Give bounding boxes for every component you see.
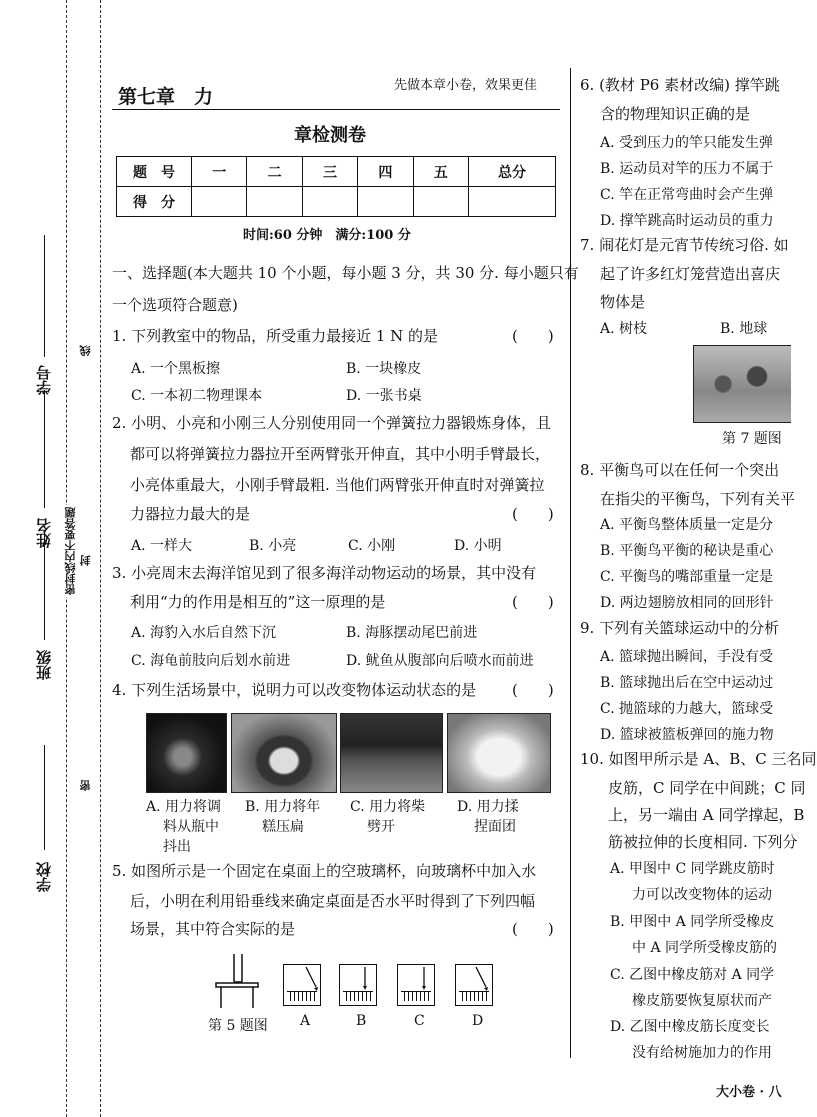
q8-option-c[interactable]: C. 平衡鸟的嘴部重量一定是 — [600, 569, 774, 585]
q10-stem-1: 10. 如图甲所示是 A、B、C 三名同 — [580, 750, 817, 768]
q5-label-d: D — [472, 1013, 484, 1029]
q10-option-c[interactable]: C. 乙图中橡皮筋对 A 同学 — [610, 967, 775, 983]
q6-stem-2: 含的物理知识正确的是 — [600, 105, 751, 123]
q8-stem-1: 8. 平衡鸟可以在任何一个突出 — [580, 461, 780, 479]
column-divider — [570, 68, 571, 1058]
q4-option-b-line2: 糕压扁 — [262, 819, 304, 835]
q5-beaker-c[interactable] — [397, 964, 435, 1006]
student-number-label: 学号 — [35, 365, 53, 395]
q5-answer-paren[interactable]: ( ) — [512, 920, 554, 938]
score-input-cell[interactable] — [247, 187, 302, 217]
q9-option-a[interactable]: A. 篮球抛出瞬间，手没有受 — [600, 649, 774, 665]
q5-stem-1: 5. 如图所示是一个固定在桌面上的空玻璃杯，向玻璃杯中加入水 — [112, 862, 537, 880]
study-tip: 先做本章小卷，效果更佳 — [394, 78, 538, 93]
q9-option-c[interactable]: C. 抛篮球的力越大，篮球受 — [600, 701, 774, 717]
q2-stem-4: 力器拉力最大的是 — [130, 505, 251, 523]
q4-photo-d — [447, 713, 551, 793]
q3-option-a[interactable]: A. 海豹入水后自然下沉 — [131, 625, 277, 641]
score-cell: 二 — [247, 157, 302, 187]
score-input-cell[interactable] — [358, 187, 413, 217]
section1-heading: 一、选择题(本大题共 10 个小题，每小题 3 分，共 30 分. 每小题只有 — [112, 264, 579, 282]
q8-option-a[interactable]: A. 平衡鸟整体质量一定是分 — [600, 517, 774, 533]
q5-beaker-b[interactable] — [339, 964, 377, 1006]
q2-option-d[interactable]: D. 小明 — [454, 538, 502, 554]
score-table-score-row — [117, 187, 556, 217]
score-input-cell[interactable] — [302, 187, 357, 217]
score-table-header-row — [117, 157, 556, 187]
school-blank[interactable] — [44, 745, 45, 850]
q3-stem-1: 3. 小亮周末去海洋馆见到了很多海洋动物运动的场景，其中没有 — [112, 564, 537, 582]
q1-option-a[interactable]: A. 一个黑板擦 — [131, 361, 221, 377]
page-footer: 大小卷 · 八 — [716, 1085, 782, 1100]
q9-option-d[interactable]: D. 篮球被篮板弹回的施力物 — [600, 727, 774, 743]
q8-stem-2: 在指尖的平衡鸟，下列有关平 — [600, 490, 796, 508]
q3-answer-paren[interactable]: ( ) — [512, 593, 554, 611]
q5-table-figure — [212, 952, 262, 1012]
header-rule — [112, 109, 560, 110]
q4-answer-paren[interactable]: ( ) — [512, 681, 554, 699]
q4-option-a-line1[interactable]: A. 用力将调 — [146, 799, 222, 815]
q10-option-c-cont: 橡皮筋要恢复原状而产 — [632, 993, 772, 1009]
q5-beaker-a[interactable] — [283, 964, 321, 1006]
section1-heading-cont: 一个选项符合题意) — [112, 296, 238, 314]
seal-line-right — [100, 0, 101, 1117]
q6-stem-1: 6. (教材 P6 素材改编) 撑竿跳 — [580, 76, 780, 94]
seal-note: 密封线内不要答题 — [64, 507, 77, 595]
chapter-title: 第七章 力 — [118, 86, 214, 108]
q5-label-a: A — [300, 1013, 311, 1029]
q8-option-d[interactable]: D. 两边翅膀放相同的回形针 — [600, 595, 774, 611]
q4-option-c-line2: 劈开 — [367, 819, 395, 835]
time-info: 时间:60 分钟 满分:100 分 — [243, 228, 411, 243]
q6-option-d[interactable]: D. 撑竿跳高时运动员的重力 — [600, 213, 774, 229]
q1-option-b[interactable]: B. 一块橡皮 — [346, 361, 422, 377]
q4-option-d-line1[interactable]: D. 用力揉 — [457, 799, 519, 815]
q4-photo-c — [340, 713, 443, 793]
q10-option-a[interactable]: A. 甲图中 C 同学跳皮筋时 — [610, 861, 775, 877]
plumb-line-vertical — [340, 965, 376, 1005]
q6-option-b[interactable]: B. 运动员对竿的压力不属于 — [600, 161, 774, 177]
q2-stem-2: 都可以将弹簧拉力器拉开至两臂张开伸直，其中小明手臂最长， — [130, 445, 551, 463]
score-cell: 得 分 — [117, 187, 192, 217]
q10-stem-3: 上，另一端由 A 同学撑起，B — [608, 806, 805, 824]
q4-option-a-line2: 料从瓶中 — [163, 819, 219, 835]
q4-option-b-line1[interactable]: B. 用力将年 — [245, 799, 321, 815]
class-label: 班级 — [35, 650, 53, 680]
q10-stem-2: 皮筋，C 同学在中间跳；C 同 — [608, 779, 806, 797]
q10-stem-4: 筋被拉伸的长度相同. 下列分 — [608, 833, 798, 851]
q1-option-d[interactable]: D. 一张书桌 — [346, 388, 422, 404]
q7-figure-caption: 第 7 题图 — [722, 431, 782, 447]
score-input-cell[interactable] — [413, 187, 468, 217]
score-input-cell[interactable] — [469, 187, 556, 217]
score-cell: 五 — [413, 157, 468, 187]
q7-lantern-photo — [693, 345, 791, 423]
q6-option-a[interactable]: A. 受到压力的竿只能发生弹 — [600, 135, 774, 151]
page-title: 章检测卷 — [294, 125, 366, 146]
q3-option-c[interactable]: C. 海龟前肢向后划水前进 — [131, 653, 291, 669]
seal-feng: 封 — [79, 555, 92, 566]
q2-stem-3: 小亮体重最大，小刚手臂最粗. 当他们两臂张开伸直时对弹簧拉 — [130, 476, 545, 494]
q3-stem-2: 利用“力的作用是相互的”这一原理的是 — [130, 593, 386, 611]
q2-option-a[interactable]: A. 一样大 — [131, 538, 193, 554]
plumb-line-slanted — [284, 965, 320, 1005]
score-input-cell[interactable] — [192, 187, 247, 217]
q5-figure-caption: 第 5 题图 — [208, 1018, 268, 1034]
q7-stem-3: 物体是 — [600, 293, 646, 311]
plumb-line-vertical — [398, 965, 434, 1005]
q2-option-b[interactable]: B. 小亮 — [249, 538, 297, 554]
q5-stem-3: 场景，其中符合实际的是 — [130, 920, 296, 938]
score-cell: 四 — [358, 157, 413, 187]
q2-option-c[interactable]: C. 小刚 — [348, 538, 396, 554]
plumb-line-slanted — [456, 965, 492, 1005]
q7-option-b[interactable]: B. 地球 — [720, 321, 768, 337]
school-label: 学校 — [35, 862, 53, 892]
q3-option-d[interactable]: D. 鱿鱼从腹部向后喷水而前进 — [346, 653, 534, 669]
score-cell: 题 号 — [117, 157, 192, 187]
name-blank[interactable] — [44, 390, 45, 508]
q1-answer-paren[interactable]: ( ) — [512, 327, 554, 345]
q4-option-d-line2: 捏面团 — [474, 819, 516, 835]
seal-mi: 密 — [79, 780, 92, 791]
q10-option-b[interactable]: B. 甲图中 A 同学所受橡皮 — [610, 914, 775, 930]
score-cell: 总分 — [469, 157, 556, 187]
q2-stem-1: 2. 小明、小亮和小刚三人分别使用同一个弹簧拉力器锻炼身体，且 — [112, 414, 552, 432]
q5-stem-2: 后，小明在利用铅垂线来确定桌面是否水平时得到了下列四幅 — [130, 892, 536, 910]
q10-option-a-cont: 力可以改变物体的运动 — [632, 887, 772, 903]
q10-option-d-cont: 没有给树施加力的作用 — [632, 1045, 772, 1061]
q2-answer-paren[interactable]: ( ) — [512, 505, 554, 523]
class-blank[interactable] — [44, 532, 45, 640]
q9-stem: 9. 下列有关篮球运动中的分析 — [580, 619, 780, 637]
seal-xian: 线 — [79, 345, 92, 356]
q1-stem: 1. 下列教室中的物品，所受重力最接近 1 N 的是 — [112, 327, 439, 345]
student-number-blank[interactable] — [44, 235, 45, 357]
q3-option-b[interactable]: B. 海豚摆动尾巴前进 — [346, 625, 478, 641]
q5-label-b: B — [356, 1013, 367, 1029]
q8-option-b[interactable]: B. 平衡鸟平衡的秘诀是重心 — [600, 543, 774, 559]
q5-label-c: C — [414, 1013, 425, 1029]
q7-stem-2: 起了许多红灯笼营造出喜庆 — [600, 265, 781, 283]
name-label: 姓名 — [35, 518, 53, 548]
q9-option-b[interactable]: B. 篮球抛出后在空中运动过 — [600, 675, 774, 691]
q4-photo-a — [146, 713, 227, 793]
q7-stem-1: 7. 闹花灯是元宵节传统习俗. 如 — [580, 236, 789, 254]
q4-stem: 4. 下列生活场景中，说明力可以改变物体运动状态的是 — [112, 681, 477, 699]
q4-option-c-line1[interactable]: C. 用力将柴 — [350, 799, 426, 815]
score-table — [116, 156, 556, 217]
q10-option-d[interactable]: D. 乙图中橡皮筋长度变长 — [610, 1019, 770, 1035]
q1-option-c[interactable]: C. 一本初二物理课本 — [131, 388, 263, 404]
q4-photo-b — [231, 713, 337, 793]
score-cell: 一 — [192, 157, 247, 187]
q7-option-a[interactable]: A. 树枝 — [600, 321, 648, 337]
q5-beaker-d[interactable] — [455, 964, 493, 1006]
q4-option-a-line3: 抖出 — [163, 839, 191, 855]
q6-option-c[interactable]: C. 竿在正常弯曲时会产生弹 — [600, 187, 774, 203]
score-cell: 三 — [302, 157, 357, 187]
q10-option-b-cont: 中 A 同学所受橡皮筋的 — [632, 940, 778, 956]
